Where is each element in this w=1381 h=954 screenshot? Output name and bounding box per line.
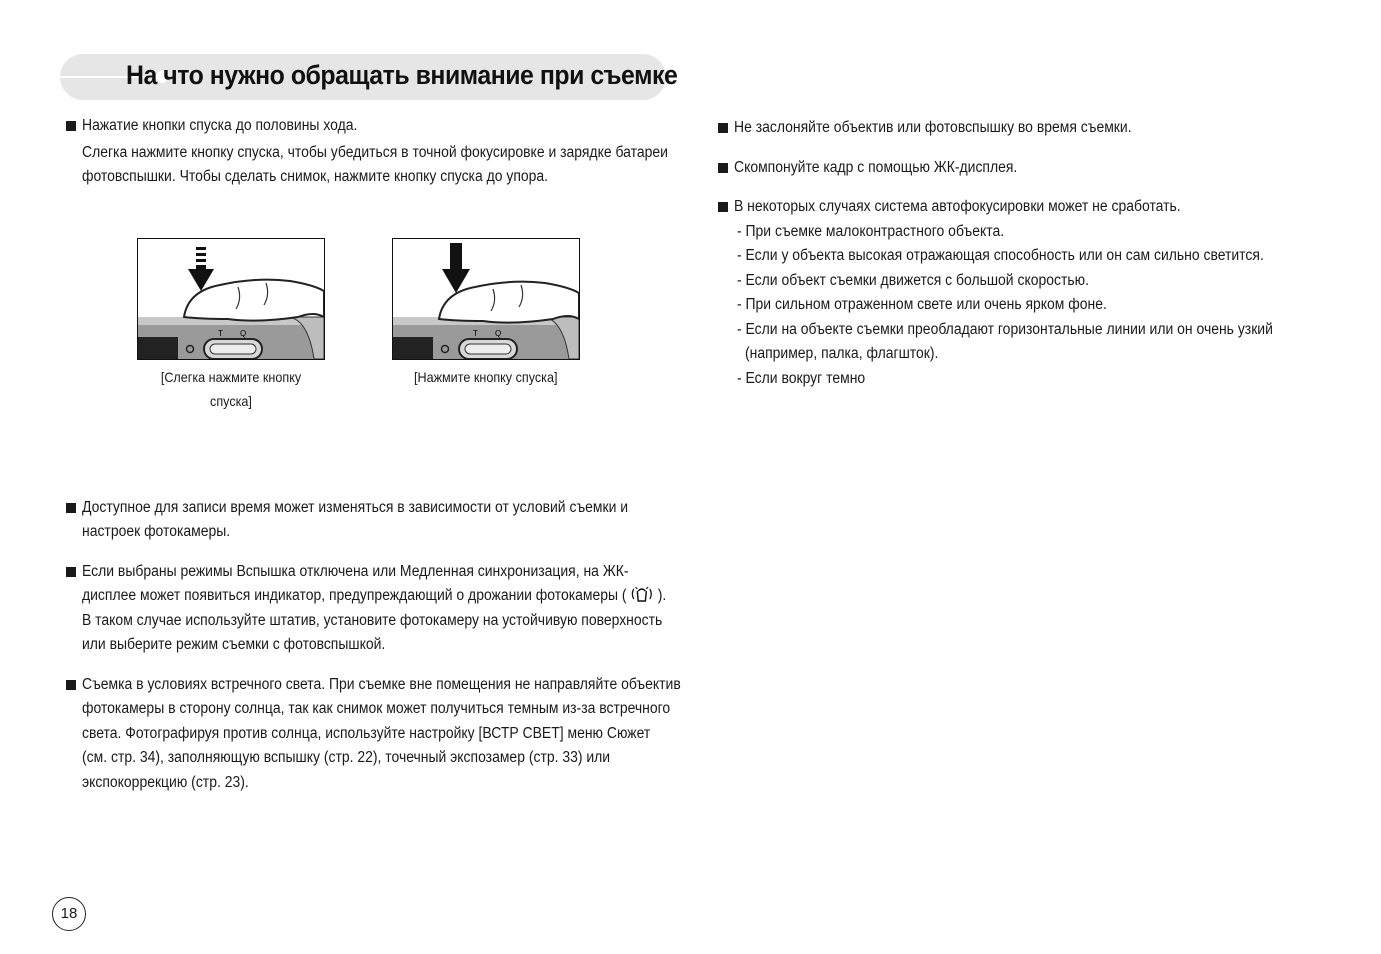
bullet-title: Нажатие кнопки спуска до половины хода. [82, 117, 358, 134]
paragraph-line: дисплее может появиться индикатор, предупреждающий о дрожании фотокамеры ( [82, 587, 627, 604]
bullet-square-icon [718, 202, 728, 212]
svg-text:T: T [218, 328, 223, 338]
list-item: - Если вокруг темно [737, 369, 866, 387]
paragraph-line: или выберите режим съемки с фотовспышкой. [82, 636, 386, 653]
paragraph-line: Слегка нажмите кнопку спуска, чтобы убедиться в точной фокусировке и зарядке батареи [82, 143, 668, 161]
list-item: - Если у объекта высокая отражающая способность или он сам сильно светится. [737, 247, 1264, 264]
paragraph-line: Скомпонуйте кадр с помощью ЖК-дисплея. [734, 158, 1018, 176]
bullet-square-icon [66, 567, 76, 577]
list-item: - При сильном отраженном свете или очень ярком фоне. [737, 296, 1107, 313]
bullet-dont-cover-lens [718, 116, 1318, 141]
paragraph-line: Доступное для записи время может изменяться в зависимости от условий съемки и [82, 498, 629, 516]
bullet-square-icon [66, 503, 76, 513]
paragraph-line: ). [657, 587, 667, 604]
paragraph-line: экспокоррекцию (стр. 23). [82, 773, 249, 791]
list-item: - При съемке малоконтрастного объекта. [737, 222, 1005, 240]
bullet-autofocus [718, 195, 1318, 220]
bullet-square-icon [718, 163, 728, 173]
page-number: 18 [52, 897, 86, 931]
list-item: - Если объект съемки движется с большой скоростью. [737, 271, 1089, 289]
bullet-camera-shake [66, 560, 676, 658]
svg-text:Q: Q [240, 328, 247, 338]
bullet-square-icon [718, 123, 728, 133]
paragraph-line: Не заслоняйте объектив или фотовспышку во время съемки. [734, 119, 1132, 136]
svg-text:Q: Q [495, 328, 502, 338]
bullet-half-press [66, 114, 676, 190]
paragraph-line: фотовспышки. Чтобы сделать снимок, нажмите кнопку спуска до упора. [82, 168, 549, 185]
paragraph-line: В таком случае используйте штатив, установите фотокамеру на устойчивую поверхность [82, 611, 663, 629]
list-item: (например, палка, флагшток). [745, 345, 939, 362]
svg-text:T: T [473, 328, 478, 338]
figure-caption: [Слегка нажмите кнопку спуска] [160, 368, 302, 409]
figure-half-press-image [137, 238, 325, 360]
paragraph-line: настроек фотокамеры. [82, 523, 231, 540]
page-title: На что нужно обращать внимание при съемке [126, 60, 678, 90]
paragraph-line: фотокамеры в сторону солнца, так как снимок может получиться темным из-за встречного [82, 700, 671, 717]
figure-full-press-image [392, 238, 580, 360]
bullet-record-time [66, 496, 676, 545]
left-column [66, 114, 681, 795]
paragraph-line: Съемка в условиях встречного света. При съемке вне помещения не направляйте объектив [82, 675, 681, 693]
paragraph-line: света. Фотографируя против солнца, используйте настройку [ВСТР СВЕТ] меню Сюжет [82, 724, 651, 742]
autofocus-sublist [718, 220, 1318, 392]
figure-full-press [392, 238, 580, 390]
camera-shake-icon [630, 585, 653, 603]
bullet-square-icon [66, 121, 76, 131]
bullet-square-icon [66, 680, 76, 690]
figure-half-press [137, 238, 325, 414]
figure-caption: [Нажмите кнопку спуска] [414, 368, 558, 385]
figures-row [66, 238, 676, 496]
bullet-compose-lcd [718, 156, 1318, 181]
bullet-backlight [66, 673, 681, 796]
section-header [60, 54, 678, 100]
paragraph-line: (см. стр. 34), заполняющую вспышку (стр. 22), точечный экспозамер (стр. 33) или [82, 749, 611, 766]
list-item: - Если на объекте съемки преобладают горизонтальные линии или он очень узкий [737, 320, 1273, 338]
right-column [718, 116, 1318, 391]
paragraph-line: Если выбраны режимы Вспышка отключена или Медленная синхронизация, на ЖК- [82, 562, 629, 580]
paragraph-line: В некоторых случаях система автофокусировки может не сработать. [734, 198, 1181, 215]
